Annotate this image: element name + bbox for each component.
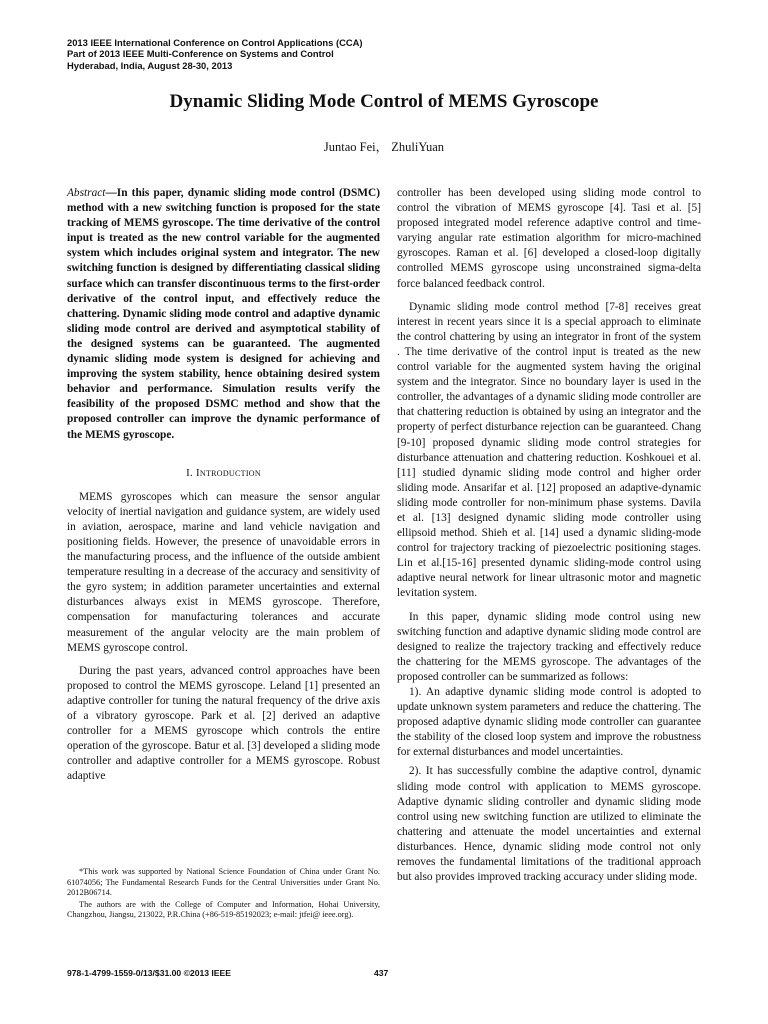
conference-line-3: Hyderabad, India, August 28-30, 2013 (67, 59, 233, 71)
advantage-item-2: 2). It has successfully combine the adaptive control, dynamic sliding mode control with application to MEMS gyroscope. Adaptive dynamic sliding controller and dynamic sliding mode control using new switching function are utilized to eliminate the chattering and attenuate the model uncertainties and external disturbances. Hence, dynamic sliding mode control not only removes the fundamental limitations of the traditional approach but also provides improved tracking accuracy under sliding mode. (397, 765, 701, 884)
abstract-lead: Abstract (67, 187, 106, 199)
funding-footnote: *This work was supported by National Science Foundation of China under Grant No. 61074056; The Fundamental Research Funds for the Central Universities under Grant No. 2012B06714. (67, 867, 380, 898)
intro-paragraph-1: MEMS gyroscopes which can measure the sensor angular velocity of inertial navigation and guidance system, are widely used in aviation, aerospace, marine and land vehicle navigation and positioning fields. However, the presence of unavoidable errors in the manufacturing process, and the influence of the outside ambient temperature resulting in a decrease of the accuracy and sensitivity of the gyro system; in addition parameter uncertainties and external disturbances always exist in MEMS gyroscope. Therefore, compensation for manufacturing tolerances and accurate measurement of the angular velocity are the main problem of MEMS gyroscope control. (67, 490, 380, 654)
conference-line-1: 2013 IEEE International Conference on Control Applications (CCA) (67, 37, 363, 48)
abstract-text: In this paper, dynamic sliding mode control (DSMC) method with a new switching function is proposed for the state tracking of MEMS gyroscope. The time derivative of the control input is treated as the new control variable for the augmented system which includes original system and integrator. The new switching function is designed by differentiating classical sliding surface which can transfer discontinuous terms to the first-order derivative of the control input, and effectively reduce the chattering. Dynamic sliding mode control and adaptive dynamic sliding mode control are derived and asymptotical stability of the designed systems can be guaranteed. The augmented dynamic sliding mode system is designed for achieving and improving the system stability, hence obtaining desired system behavior and performance. Simulation results verify the feasibility of the proposed DSMC method and show that the proposed controller can improve the dynamic performance of the MEMS gyroscope. (67, 187, 380, 441)
paper-authors: Juntao Fei， ZhuliYuan (323, 140, 445, 154)
section-title: Introduction (195, 466, 261, 479)
section-number: I. (186, 466, 193, 479)
copyright-footer: 978-1-4799-1559-0/13/$31.00 ©2013 IEEE (67, 968, 232, 978)
intro-paragraph-dsmc: Dynamic sliding mode control method [7-8] receives great interest in recent years since it is a special approach to eliminate the control chattering by using an integrator in front of the system . The time derivative of the control input is treated as the new control variable for the augmented system having the original system and the integrator. Since no boundary layer is used in the controller, the advantages of a dynamic sliding mode controller are that chattering reduction is obtained by using an integrator and the property of perfect disturbance rejection can be guaranteed. Chang [9-10] proposed dynamic sliding mode control strategies for disturbance attenuation and chattering reduction. Koshkouei et al. [11] studied dynamic sliding mode control and higher order sliding mode. Ansarifar et al. [12] proposed an adaptive-dynamic sliding mode controller for non-minimum phase systems. Davila et al. [13] designed dynamic sliding mode controller using ellipsoid method. Shieh et al. [14] used a dynamic sliding-mode control for trajectory tracking of piezoelectric positioning stages. Lin et al.[15-16] presented dynamic sliding-mode control using adaptive neural network for linear ultrasonic motor and magnetic levitation system. (397, 300, 701, 600)
footnotes (67, 867, 380, 922)
intro-paragraph-contribution: In this paper, dynamic sliding mode control using new switching function and adaptive dynamic sliding mode control are designed to realize the trajectory tracking and effectively reduce the chattering for the MEMS gyroscope. The advantages of the proposed controller can be summarized as follows: (397, 610, 701, 683)
abstract (67, 186, 380, 443)
left-column (67, 186, 380, 792)
paper-title: Dynamic Sliding Mode Control of MEMS Gyroscope (169, 91, 599, 112)
advantage-item-1: 1). An adaptive dynamic sliding mode control is adopted to update unknown system parameters and reduce the chattering. The proposed adaptive dynamic sliding mode controller can guarantee the stability of the closed loop system and improve the robustness for external disturbances and model uncertainties. (397, 686, 701, 759)
affiliation-footnote: The authors are with the College of Computer and Information, Hohai University, Changzhou, Jiangsu, 213022, P.R.China (+86-519-85192023; e-mail: jtfei@ ieee.org). (67, 899, 380, 920)
intro-paragraph-continued: controller has been developed using sliding mode control to control the vibration of MEMS gyroscope [4]. Tasi et al. [5] proposed integrated model reference adaptive control and time-varying angular rate estimation algorithm for micro-machined gyroscopes. Raman et al. [6] developed a closed-loop digitally controlled MEMS gyroscope using unconstrained sigma-delta force balanced feedback control. (397, 187, 701, 290)
intro-paragraph-2: During the past years, advanced control approaches have been proposed to control the MEMS gyroscope. Leland [1] presented an adaptive controller for tuning the natural frequency of the drive axis of a vibratory gyroscope. Park et al. [2] derived an adaptive controller for a MEMS gyroscope which controls the entire operation of the gyroscope. Batur et al. [3] developed a sliding mode controller and adaptive controller for a MEMS gyroscope. Robust adaptive (67, 664, 380, 783)
right-column (397, 186, 701, 885)
conference-line-2: Part of 2013 IEEE Multi-Conference on Systems and Control (67, 48, 334, 60)
abstract-dash: — (105, 187, 117, 199)
section-heading-introduction (67, 466, 380, 481)
page-number: 437 (374, 968, 389, 978)
conference-header (67, 37, 487, 71)
